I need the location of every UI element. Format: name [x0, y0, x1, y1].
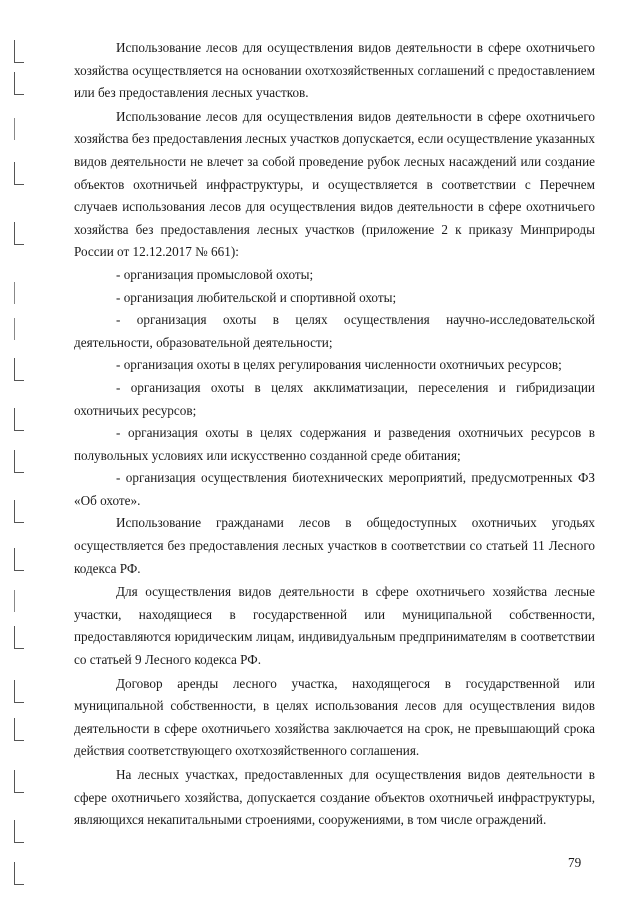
- list-item: - организация осуществления биотехнических мероприятий, предусмотренных ФЗ «Об охоте».: [74, 470, 595, 508]
- list-item: - организация охоты в целях акклиматизации, переселения и гибридизации охотничьих ресурсов;: [74, 379, 595, 418]
- binding-mark: [14, 718, 24, 741]
- binding-mark: [14, 770, 24, 793]
- document-body: [74, 37, 595, 832]
- binding-mark: [14, 590, 17, 612]
- binding-mark: [14, 222, 24, 245]
- paragraph: Договор аренды лесного участка, находящегося в государственной или муниципальной собственности, в целях использования лесов для осуществления видов деятельности в сфере охотничьего хозяйства заключается на срок, не превышающий срока действия соответствующего охотхозяйственного соглашения.: [74, 675, 595, 759]
- binding-mark: [14, 680, 24, 703]
- list-item: - организация охоты в целях осуществления научно-исследовательской деятельности, образовательной деятельности;: [74, 312, 595, 350]
- paragraph: Использование лесов для осуществления видов деятельности в сфере охотничьего хозяйства без предоставления лесных участков допускается, если осуществление указанных видов деятельности не влечет за собой проведение рубок лесных насаждений или создание объектов охотничьей инфраструктуры, и осуществляется в соответствии с Перечнем случаев использования лесов для осуществления видов деятельности в сфере охотничьего хозяйства без предоставления лесных участков (приложение 2 к приказу Минприроды России от 12.12.2017 № 661):: [74, 108, 595, 260]
- binding-margin: [0, 0, 30, 905]
- binding-mark: [14, 450, 24, 473]
- binding-mark: [14, 40, 24, 63]
- list-item: - организация любительской и спортивной охоты;: [116, 289, 397, 305]
- binding-mark: [14, 626, 24, 649]
- list-item: - организация охоты в целях содержания и разведения охотничьих ресурсов в полувольных условиях или искусственно созданной среде обитания;: [74, 425, 595, 463]
- binding-mark: [14, 282, 17, 304]
- binding-mark: [14, 162, 24, 185]
- paragraph: Использование лесов для осуществления видов деятельности в сфере охотничьего хозяйства осуществляется на основании охотхозяйственных соглашений с предоставлением или без предоставления лесных участков.: [74, 40, 595, 101]
- list-item: - организация промысловой охоты;: [116, 266, 314, 282]
- paragraph: Для осуществления видов деятельности в сфере охотничьего хозяйства лесные участки, находящиеся в государственной или муниципальной собственности, предоставляются юридическим лицам, индивидуальным предпринимателям в соответствии со статьей 9 Лесного кодекса РФ.: [74, 584, 595, 668]
- page-number: 79: [568, 855, 582, 870]
- binding-mark: [14, 358, 24, 381]
- paragraph: Использование гражданами лесов в общедоступных охотничьих угодьях осуществляется без предоставления лесных участков в соответствии со статьей 11 Лесного кодекса РФ.: [74, 515, 595, 576]
- binding-mark: [14, 408, 24, 431]
- binding-mark: [14, 318, 17, 340]
- binding-mark: [14, 862, 24, 885]
- binding-mark: [14, 72, 24, 95]
- binding-mark: [14, 820, 24, 843]
- binding-mark: [14, 500, 24, 523]
- binding-mark: [14, 118, 17, 140]
- binding-mark: [14, 548, 24, 571]
- paragraph: На лесных участках, предоставленных для осуществления видов деятельности в сфере охотничьего хозяйства, допускается создание объектов охотничьей инфраструктуры, являющихся некапитальными строениями, сооружениями, в том числе ограждений.: [74, 767, 595, 828]
- list-item: - организация охоты в целях регулирования численности охотничьих ресурсов;: [116, 357, 562, 373]
